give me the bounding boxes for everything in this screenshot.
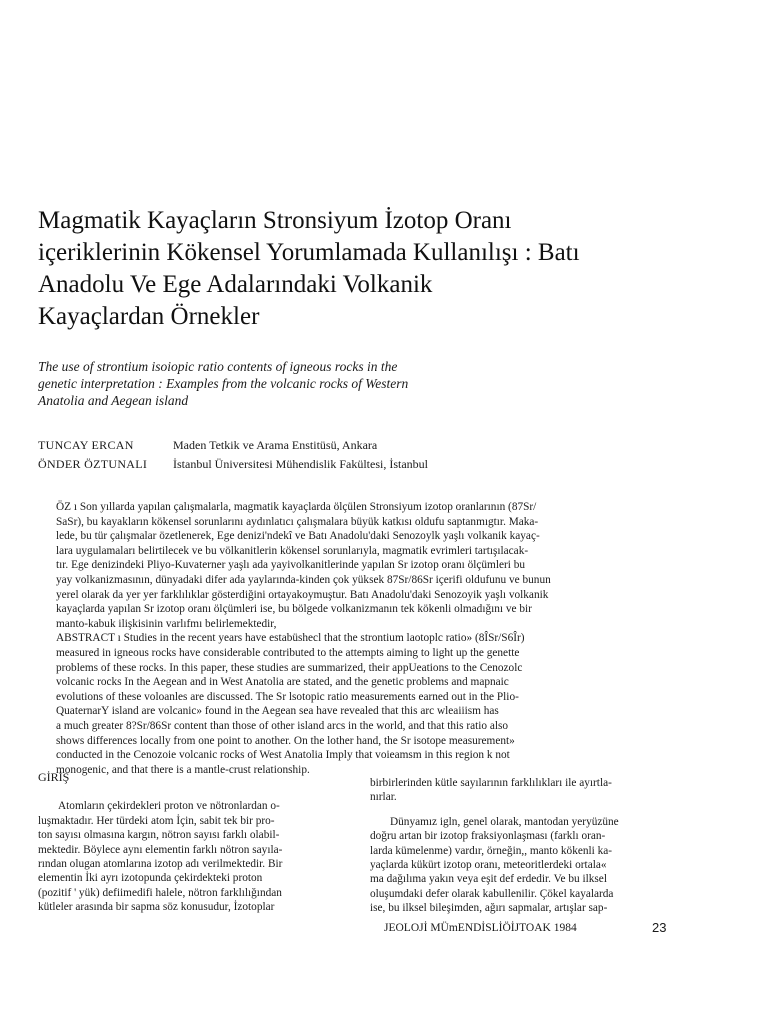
- abstract-line: QuaternarY island are volcanic» found in the Aegean sea have revealed that this arc wleaiiism has: [56, 705, 499, 718]
- body-line: ma dağılıma yakın veya eşit def erdedir. Ve bu ilksel: [370, 873, 607, 886]
- body-line: birbirlerinden kütle sayılarının farklılıkları ile ayırtla-: [370, 777, 612, 789]
- abstract-line: kayaçlarda yapılan Sr izotop oranı ölçümleri ise, bu bölgede volkanizmanın tek kökenli olmadığını ve bir: [56, 603, 532, 616]
- author-row: [38, 455, 428, 474]
- author-list: [38, 436, 428, 474]
- body-line: rından olugan atomlarına izotop adı verilmektedir. Bir: [38, 858, 283, 871]
- english-title: [38, 358, 508, 409]
- body-line: ise, bu ilksel bileşimden, ağırı sapmalar, artışlar sap-: [370, 902, 608, 915]
- author-row: [38, 436, 428, 455]
- abstract-line: yay volkanizmasının, dünyadaki difer ada yaylarında-kinden çok yüksek 87Sr/86Sr içerifi oldufunu ve bunun: [56, 573, 551, 586]
- body-line: nırlar.: [370, 791, 397, 804]
- body-line: luşmaktadır. Her türdeki atom İçin, sabit tek bir pro-: [38, 814, 275, 827]
- abstract-line: ÖZ ı Son yıllarda yapılan çalışmalarla, magmatik kayaçlarda ölçülen Stronsiyum izotop oranlarının (87Sr/: [56, 501, 537, 513]
- subtitle-line: The use of strontium isoiopic ratio contents of igneous rocks in the: [38, 359, 398, 374]
- article-title: [38, 205, 678, 333]
- abstract-line: volcanic rocks In the Aegean and in West Anatolia are stated, and the genetic problems and mapnaic: [56, 676, 509, 689]
- subtitle-line: Anatolia and Aegean island: [38, 393, 189, 408]
- body-line: Atomların çekirdekleri proton ve nötronlardan o-: [58, 800, 280, 813]
- page-number: 23: [652, 920, 667, 935]
- abstract-line: ABSTRACT ı Studies in the recent years have estabüshecl that the strontium laotoplc ratio» (8ÎSr/S6Îr): [56, 632, 525, 645]
- abstract-line: evolutions of these voloanles are discussed. The Sr lsotopic ratio measurements earned out in the Plio-: [56, 690, 519, 703]
- title-line: Kayaçlardan Örnekler: [38, 303, 260, 330]
- body-line: doğru artan bir izotop fraksiyonlaşması (farklı oran-: [370, 830, 606, 843]
- abstract-line: a much greater 8?Sr/86Sr content than those of other island arcs in the world, and that this ratio also: [56, 719, 509, 732]
- body-line: kütleler arasında bir sapma söz konusudur, İzotoplar: [38, 901, 275, 914]
- abstract-line: measured in igneous rocks have considerable contributed to the attempts aiming to light up the genette: [56, 646, 520, 659]
- abstract-line: conducted in the Cenozoie volcanic rocks of West Anatolia Imply that voieamsm in this region k not: [56, 749, 510, 762]
- paragraph-gap: [370, 805, 670, 815]
- subtitle-line: genetic interpretation : Examples from the volcanic rocks of Western: [38, 376, 409, 391]
- abstract-line: manto-kabuk ilişkisinin varlıfmı belirlemektedir,: [56, 617, 277, 630]
- body-column-left: [38, 770, 338, 915]
- abstract-line: lara uygulamaları belirtilecek ve bu völkanitlerin kökensel sorunlarıyla, magmatik evrimleri tartışılacak-: [56, 544, 529, 557]
- author-name: TUNCAY ERCAN: [38, 438, 134, 452]
- abstract-line: tır. Ege denizindeki Pliyo-Kuvaterner yaşlı ada yayivolkanitlerinde yapılan Sr izotop oranı ölçümleri bu: [56, 559, 526, 572]
- body-line: Dünyamız igln, genel olarak, mantodan yeryüzüne: [390, 815, 619, 828]
- title-line: Magmatik Kayaçların Stronsiyum İzotop Oranı: [38, 207, 512, 234]
- author-affiliation: Maden Tetkik ve Arama Enstitüsü, Ankara: [173, 438, 378, 452]
- abstract-line: yerel olarak da yer yer farklılıklar gösterdiğini ortayakoymuştur. Batı Anadolu'daki Senozoyik yaşlı volkanik: [56, 588, 549, 601]
- body-line: elementin İki ayrı izotopunda çekirdekteki proton: [38, 872, 263, 885]
- body-line: larda kümelenme) vardır, örneğin,, manto kökenli ka-: [370, 844, 613, 857]
- abstract-line: monogenic, and that there is a mantle-crust relationship.: [56, 763, 310, 776]
- abstract-line: lede, bu tür çalışmalar özetlenerek, Ege denizi'ndekî ve Batı Anadolu'daki Senozoylk yaşlı volkanik kayaç-: [56, 530, 540, 543]
- abstract: [56, 500, 652, 777]
- author-name: ÖNDER ÖZTUNALI: [38, 457, 148, 471]
- body-line: oluşumdaki defer olarak kabullenilir. Çökel kayalarda: [370, 887, 614, 900]
- abstract-line: SaSr), bu kayakların kökensel sorunlarını aydınlatıcı çalışmalara büyük katkısı oldufu saptanmıgtır. Maka-: [56, 515, 539, 528]
- section-heading: GİRİŞ: [38, 770, 70, 784]
- title-line: Anadolu Ve Ege Adalarındaki Volkanik: [38, 271, 433, 298]
- abstract-line: shows differences locally from one point to another. On the lother hand, the Sr isotope measurement»: [56, 734, 515, 747]
- body-line: ton sayısı olmasına kargın, nötron sayısı farklı olabil-: [38, 829, 280, 842]
- body-line: yaçlarda kükürt izotop oranı, meteoritlerdeki ortala«: [370, 859, 607, 872]
- title-line: içeriklerinin Kökensel Yorumlamada Kullanılışı : Batı: [38, 239, 580, 266]
- author-affiliation: İstanbul Üniversitesi Mühendislik Fakültesi, İstanbul: [173, 457, 428, 471]
- abstract-line: problems of these rocks. In this paper, these studies are summarized, their appUeations to the Cenozolc: [56, 661, 523, 674]
- body-line: (pozitif ' yük) defiimedifi halele, nötron farklılığından: [38, 886, 282, 899]
- body-line: mektedir. Böylece aynı elementin farklı nötron sayıla-: [38, 843, 283, 856]
- journal-footer: JEOLOJİ MÜmENDİSLİÖİJTOAK 1984: [384, 922, 577, 934]
- body-column-right: [370, 776, 670, 916]
